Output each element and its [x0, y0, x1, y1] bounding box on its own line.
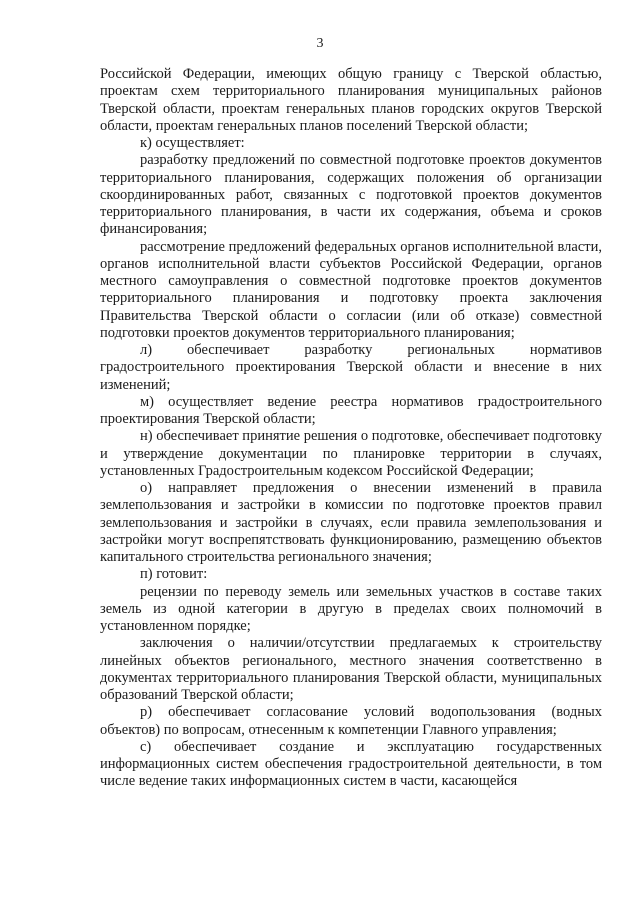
- paragraph-item-k: к) осуществляет:: [140, 135, 245, 151]
- paragraph-item-l: л) обеспечивает разработку региональных нормативов градостроительного проектирования Тверской области и внесение в них изменений;: [100, 342, 602, 393]
- paragraph-p-reviews: рецензии по переводу земель или земельных участков в составе таких земель из одной категории в другую в пределах своих полномочий в установленном порядке;: [100, 583, 602, 634]
- page-number: 3: [316, 36, 324, 51]
- paragraph-item-s: с) обеспечивает создание и эксплуатацию государственных информационных систем обеспечения градостроительной деятельности, в том числе ведение таких информационных систем в части, касающейся: [100, 738, 602, 790]
- paragraph-p-conclusions: заключения о наличии/отсутствии предлагаемых к строительству линейных объектов регионального, местного значения соответственно в документах территориального планирования Тверской области, муниципальных образований Тверской области;: [100, 635, 602, 703]
- document-body: [100, 66, 602, 791]
- paragraph-item-r: р) обеспечивает согласование условий водопользования (водных объектов) по вопросам, отнесенным к компетенции Главного управления;: [100, 704, 602, 738]
- paragraph-k-proposals: разработку предложений по совместной подготовке проектов документов территориального планирования, содержащих положения об организации скоординированных работ, связанных с подготовкой проектов документов территориального планирования, в части их содержания, объема и сроков финансирования;: [100, 152, 602, 238]
- paragraph-item-p: п) готовит:: [140, 566, 208, 583]
- paragraph-k-review: рассмотрение предложений федеральных органов исполнительной власти, органов исполнительной власти субъектов Российской Федерации, органов местного самоуправления о совместной подготовке проектов документов территориального планирования и подготовку проекта заключения Правительства Тверской области о согласии (или об отказе) совместной подготовки проектов документов территориального планирования;: [100, 238, 602, 341]
- paragraph-item-n: н) обеспечивает принятие решения о подготовке, обеспечивает подготовку и утверждение документации по планировке территории в случаях, установленных Градостроительным кодексом Российской Федерации;: [100, 428, 602, 479]
- paragraph-item-m: м) осуществляет ведение реестра нормативов градостроительного проектирования Тверской области;: [100, 393, 602, 427]
- paragraph-continuation: Российской Федерации, имеющих общую границу с Тверской областью, проектам схем территориального планирования муниципальных районов Тверской области, проектам генеральных планов городских округов Тверской области, проектам генеральных планов поселений Тверской области;: [100, 66, 602, 134]
- paragraph-item-o: о) направляет предложения о внесении изменений в правила землепользования и застройки в комиссии по подготовке проектов правил землепользования и застройки в случаях, если правила землепользования и застройки могут воспрепятствовать функционированию, размещению объектов капитального строительства регионального значения;: [100, 480, 602, 565]
